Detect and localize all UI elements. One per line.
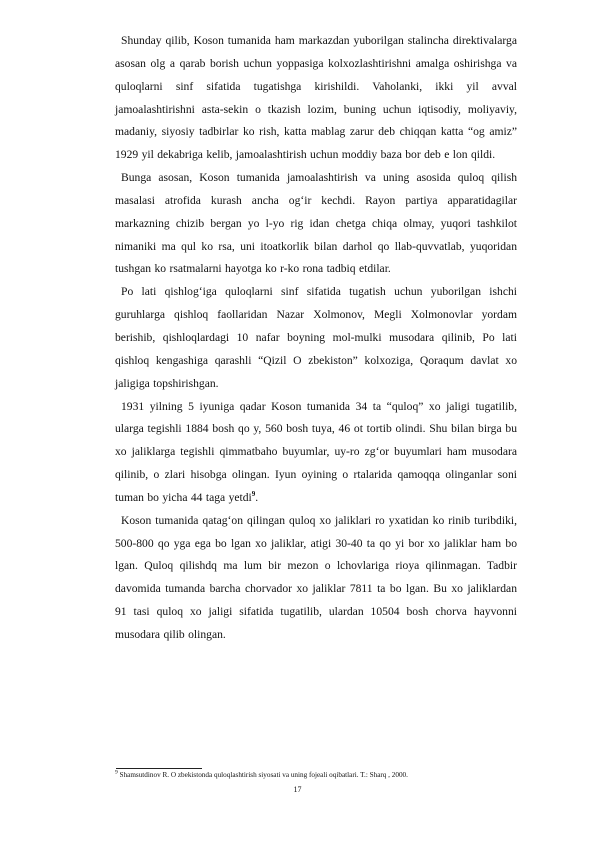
paragraph-2: Bunga asosan, Koson tumanida jamoalashtirish va uning asosida quloq qilish masalasi atrofida kurash ancha og‘ir kechdi. Rayon partiya apparatidagilar markazning chizib bergan yo l-yo rig idan chetga chiqa olmay, yuqori tashkilot nimaniki ma qul ko rsa, uni itoatkorlik bilan darhol qo llab-quvvatlab, yuqoridan tushgan ko rsatmalarni hayotga ko r-ko rona tadbiq etdilar. [115,171,517,276]
body-text [115,30,517,647]
footnote-reference: 9 [251,490,256,499]
paragraph-4: 1931 yilning 5 iyuniga qadar Koson tumanida 34 ta “quloq” xo jaligi tugatilib, ularga tegishli 1884 bosh qo y, 560 bosh tuya, 46 ot tortib olindi. Shu bilan birga bu xo jaliklarga tegishli qimmatbaho buyumlar, uy-ro zg‘or buyumlari ham musodara qilinib, o zlari hisobga olingan. Iyun oyining o rtalarida qamoqqa olinganlar soni tuman bo yicha 44 taga yetdi$^9$. [115,399,517,504]
paragraph-4-text: 1931 yilning 5 iyuniga qadar Koson tumanida 34 ta “quloq” xo jaligi tugatilib, ularga tegishli 1884 bosh qo y, 560 bosh tuya, 46 ot tortib olindi. Shu bilan birga bu xo jaliklarga tegishli qimmatbaho buyumlar, uy-ro zg‘or buyumlari ham musodara qilinib, o zlari hisobga olingan. Iyun oyining o rtalarida qamoqqa olinganlar soni tuman bo yicha 44 taga yetdi [115,399,517,504]
footnote-text: Shamsutdinov R. O zbekistonda quloqlashtirish siyosati va uning fojeali oqibatlari. T.: Sharq , 2000. [117,771,408,779]
page-number: 17 [293,785,302,794]
footnote-mark: 9 [115,769,118,776]
footnote [115,771,517,780]
paragraph-5: Koson tumanida qatag‘on qilingan quloq xo jaliklari ro yxatidan ko rinib turibdiki, 500-800 qo yga ega bo lgan xo jaliklar, atigi 30-40 ta qo yi bor xo jaliklar ham bo lgan. Quloq qilishdq ma lum bir mezon o lchovlariga rioya qilinmagan. Tadbir davomida tumanda barcha chorvador xo jaliklar 7811 ta bo lgan. Bu xo jaliklardan 91 tasi quloq xo jaligi sifatida tugatilib, ulardan 10504 bosh chorva hayvonni musodara qilib olingan. [115,513,517,641]
footnote-divider [116,768,202,769]
paragraph-1: Shunday qilib, Koson tumanida ham markazdan yuborilgan stalincha direktivalarga asosan olg a qarab borish uchun yoppasiga kolxozlashtirishni amalga oshirishga va quloqlarni sinf sifatida tugatishga kirishildi. Vaholanki, ikki yil avval jamoalashtirishni asta-sekin o tkazish lozim, buning uchun iqtisodiy, moliyaviy, madaniy, siyosiy tadbirlar ko rish, katta mablag zarur deb chiqqan katta “og amiz” 1929 yil dekabriga kelib, jamoalashtirish uchun moddiy baza bor deb e lon qildi. [115,34,517,162]
paragraph-3: Po lati qishlog‘iga quloqlarni sinf sifatida tugatish uchun yuborilgan ishchi guruhlarga qishloq faollaridan Nazar Xolmonov, Megli Xolmonovlar yordam berishib, qishloqlardagi 10 nafar boyning mol-mulki musodara qilinib, Po lati qishloq kengashiga qarashli “Qizil O zbekiston” kolxoziga, Qoraqum davlat xo jaligiga topshirishgan. [115,285,517,390]
